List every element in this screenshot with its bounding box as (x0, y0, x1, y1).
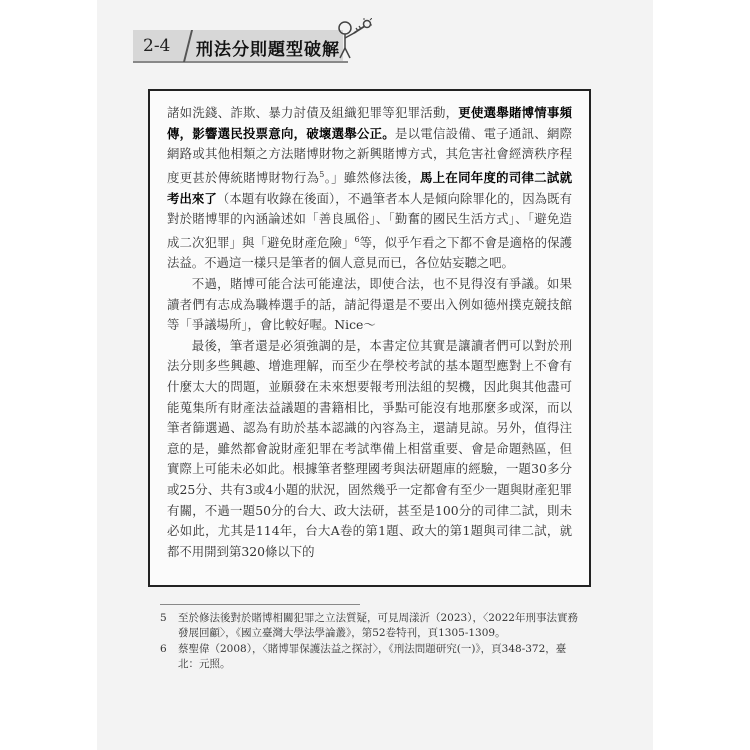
footnotes (160, 604, 580, 673)
p1-text-f: （本題有收錄在後面），不過筆者本人是傾向除罪化的，因為既有對於賭博罪的內涵論述如「善良風俗」、「勤奮的國民生活方式」、「避免造成二次犯罪」與「避免財產危險」 (167, 190, 572, 250)
footnote-5 (160, 611, 580, 641)
header-rule (133, 61, 348, 63)
paragraph-1 (167, 103, 572, 274)
p1-text-d: 。」雖然修法後， (324, 169, 421, 185)
chapter-number: 2-4 (143, 36, 171, 56)
p1-text-c: 是以電信設備、電子通訊、網際網路或其他相類之方法賭博財物之新興賭博方式，其危害社會經濟秩序程度更甚於傳統賭博財物行為 (167, 125, 573, 185)
paragraph-2: 不過，賭博可能合法可能違法，即使合法，也不見得沒有爭議。如果讀者們有志成為職棒選手的話，請記得還是不要出入例如德州撲克競技館等「爭議場所」，會比較好喔。Nice～ (167, 276, 572, 333)
content-box (148, 89, 591, 587)
p1-bold-b: 更使選舉賭博情事頻傳，影響選民投票意向，破壞選舉公正。 (167, 105, 573, 141)
p1-text-a: 諸如洗錢、詐欺、暴力討債及組織犯罪等犯罪活動， (167, 105, 459, 120)
footnote-ref-5[interactable]: 5 (319, 169, 325, 179)
mascot-with-key-icon (334, 18, 372, 60)
footnote-6 (160, 642, 580, 672)
footnote-rule (160, 604, 360, 605)
p1-text-g: 等，似乎乍看之下都不會是適格的保護法益。不過這一樣只是筆者的個人意見而已，各位姑妄聽之吧。 (167, 234, 573, 271)
book-title: 刑法分則題型破解 (196, 40, 340, 60)
footnote-text: 至於修法後對於賭博相關犯罪之立法質疑，可見周漾沂（2023），〈2022年刑事法實務發展回顧〉，《國立臺灣大學法學論叢》，第52卷特刊，頁1305-1309。 (178, 612, 578, 639)
footnote-ref-6[interactable]: 6 (354, 234, 360, 244)
footnote-text: 蔡聖偉（2008），〈賭博罪保護法益之探討〉，《刑法問題研究(一)》，頁348-372，臺北：元照。 (178, 643, 567, 670)
footnote-number: 5 (160, 612, 167, 624)
p1-bold-e: 馬上在同年度的司律二試就考出來了 (167, 169, 573, 206)
paragraph-3: 最後，筆者還是必須強調的是，本書定位其實是讓讀者們可以對於刑法分則多些興趣、增進理解，而至少在學校考試的基本題型應對上不會有什麼太大的問題，並願發在未來想要報考刑法組的契機，因此與其他盡可能蒐集所有財產法益議題的書籍相比，爭點可能沒有地那麼多或深，而以筆者篩選過、認為有助於基本認識的內容為主，還請見諒。另外，值得注意的是，雖然都會說財產犯罪在考試準備上相當重要、會是命題熱區，但實際上可能未必如此。根據筆者整理國考與法研題庫的經驗，一題30多分或25分、共有3或4小題的狀況，固然幾乎一定都會有至少一題與財產犯罪有關，不過一題50分的台大、政大法研，甚至是100分的司律二試，則未必如此，尤其是114年，台大A卷的第1題、政大的第1題與司律二試，就都不用開到第320條以下的 (167, 337, 572, 559)
footnote-number: 6 (160, 643, 167, 655)
